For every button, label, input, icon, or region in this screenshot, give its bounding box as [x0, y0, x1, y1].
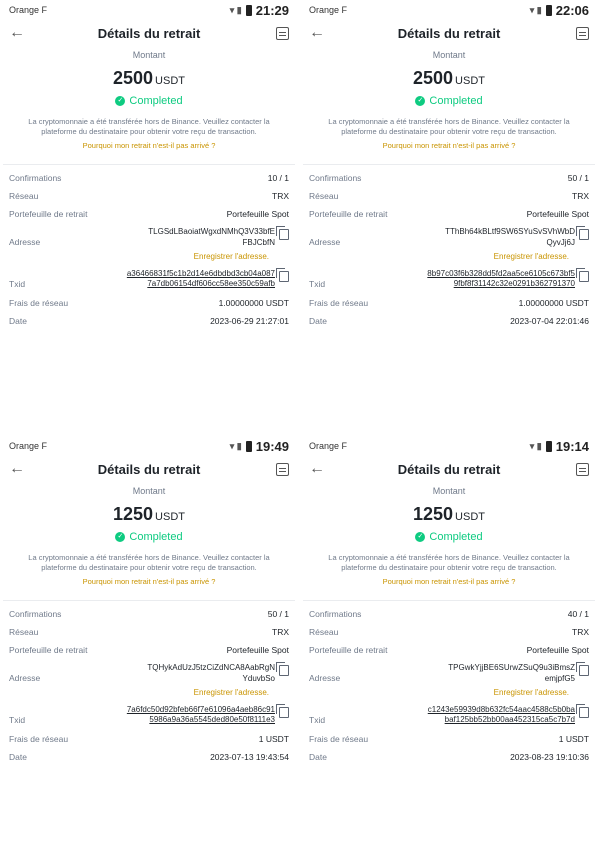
amount-value: 2500 USDT: [113, 68, 185, 88]
status-bar: [303, 436, 595, 456]
signal-icon: ▾ ▮: [229, 440, 242, 451]
row-network: [309, 627, 589, 637]
label-wallet: Portefeuille de retrait: [9, 645, 88, 656]
label-date: Date: [9, 315, 27, 326]
save-address-link[interactable]: Enregistrer l'adresse.: [493, 688, 569, 698]
why-not-arrived-link[interactable]: Pourquoi mon retrait n'est-il pas arrivé ?: [382, 577, 516, 587]
label-network: Réseau: [309, 627, 339, 638]
value-date: 2023-07-13 19:43:54: [210, 751, 289, 762]
transfer-notice: La cryptomonnaie a été transférée hors de Binance. Veuillez contacter la plateforme du destinataire pour obtenir votre reçu de transaction.: [328, 553, 570, 573]
nav-header: [3, 20, 295, 46]
amount-label: Montant: [132, 50, 166, 60]
amount-section: [303, 50, 595, 150]
amount-section: [3, 50, 295, 150]
amount-unit: USDT: [455, 75, 485, 87]
status-icons: [230, 439, 289, 454]
value-address: TLGSdLBaoiatWgxdNMhQ3V33bfEFBJCbfN: [148, 227, 275, 247]
row-network: [9, 191, 289, 201]
label-confirmations: Confirmations: [309, 173, 362, 184]
value-network: TRX: [272, 627, 289, 638]
divider: [3, 164, 295, 165]
value-txid-link[interactable]: 8b97c03f6b328dd5fd2aa5ce6105c673bf59fbf8f31142c32e0291b362791370: [427, 269, 575, 289]
value-confirmations: 50 / 1: [267, 609, 289, 620]
status-completed: ✓ Completed: [3, 95, 295, 107]
copy-address-icon[interactable]: [279, 665, 289, 676]
row-address: [309, 227, 589, 248]
page-title: Détails du retrait: [97, 461, 201, 477]
amount-label: Montant: [432, 486, 466, 496]
copy-txid-icon[interactable]: [579, 271, 589, 282]
row-txid: [9, 705, 289, 726]
copy-address-icon[interactable]: [579, 665, 589, 676]
label-confirmations: Confirmations: [9, 609, 62, 620]
value-network: TRX: [572, 191, 589, 202]
row-fee: [309, 734, 589, 744]
status-icons: [530, 439, 589, 454]
withdrawal-screen-4: [303, 436, 595, 849]
copy-txid-icon[interactable]: [279, 707, 289, 718]
row-address: [309, 663, 589, 684]
nav-header: [303, 456, 595, 482]
carrier-name: Orange F: [309, 441, 348, 451]
why-not-arrived-link[interactable]: Pourquoi mon retrait n'est-il pas arrivé ?: [82, 141, 216, 151]
value-confirmations: 50 / 1: [567, 173, 589, 184]
amount-value: 2500 USDT: [413, 68, 485, 88]
copy-address-icon[interactable]: [579, 229, 589, 240]
clock-time: 19:49: [255, 438, 289, 454]
amount-value: 1250 USDT: [113, 504, 185, 524]
clock-time: 21:29: [255, 2, 289, 18]
clock-time: 19:14: [555, 438, 589, 454]
label-address: Adresse: [9, 237, 41, 248]
amount-unit: USDT: [155, 511, 185, 523]
transfer-notice: La cryptomonnaie a été transférée hors de Binance. Veuillez contacter la plateforme du destinataire pour obtenir votre reçu de transaction.: [28, 553, 270, 573]
withdrawal-screen-3: [3, 436, 295, 849]
back-arrow-icon[interactable]: ←: [309, 460, 325, 477]
status-bar: [3, 0, 295, 20]
value-date: 2023-07-04 22:01:46: [510, 315, 589, 326]
label-network: Réseau: [309, 191, 339, 202]
save-address-link[interactable]: Enregistrer l'adresse.: [193, 688, 269, 698]
label-wallet: Portefeuille de retrait: [9, 209, 88, 220]
amount-unit: USDT: [155, 75, 185, 87]
label-txid: Txid: [9, 715, 26, 726]
back-arrow-icon[interactable]: ←: [309, 24, 325, 41]
label-address: Adresse: [309, 673, 341, 684]
label-date: Date: [9, 751, 27, 762]
value-fee: 1 USDT: [258, 733, 289, 744]
label-fee: Frais de réseau: [309, 733, 369, 744]
amount-section: [303, 486, 595, 586]
share-receipt-icon[interactable]: [276, 27, 289, 40]
check-circle-icon: ✓: [115, 532, 125, 542]
amount-section: [3, 486, 295, 586]
amount-value: 1250 USDT: [413, 504, 485, 524]
value-wallet: Portefeuille Spot: [526, 209, 589, 220]
status-completed: ✓ Completed: [303, 531, 595, 543]
status-bar: [3, 436, 295, 456]
label-date: Date: [309, 751, 327, 762]
page-title: Détails du retrait: [397, 25, 501, 41]
status-completed: ✓ Completed: [3, 531, 295, 543]
amount-label: Montant: [432, 50, 466, 60]
value-txid-link[interactable]: a36466831f5c1b2d14e6dbdbd3cb04a0877a7db06154df606cc58ee350c59afb: [126, 269, 275, 289]
nav-header: [303, 20, 595, 46]
label-wallet: Portefeuille de retrait: [309, 209, 388, 220]
value-address: TThBh64kBLtf9SW6SYuSvSVhWbDQyvJj6J: [445, 227, 575, 247]
label-fee: Frais de réseau: [309, 297, 369, 308]
row-network: [9, 627, 289, 637]
label-address: Adresse: [309, 237, 341, 248]
details-list: [3, 173, 295, 326]
status-completed: ✓ Completed: [303, 95, 595, 107]
row-address: [9, 663, 289, 684]
row-confirmations: [9, 173, 289, 183]
nav-header: [3, 456, 295, 482]
copy-txid-icon[interactable]: [579, 707, 589, 718]
back-arrow-icon[interactable]: ←: [9, 24, 25, 41]
details-list: [3, 609, 295, 762]
value-network: TRX: [272, 191, 289, 202]
value-date: 2023-06-29 21:27:01: [210, 315, 289, 326]
carrier-name: Orange F: [309, 5, 348, 15]
signal-icon: ▾ ▮: [529, 440, 542, 451]
divider: [3, 600, 295, 601]
divider: [303, 164, 595, 165]
status-icons: [230, 3, 289, 18]
label-network: Réseau: [9, 191, 39, 202]
value-wallet: Portefeuille Spot: [226, 209, 289, 220]
check-circle-icon: ✓: [115, 96, 125, 106]
withdrawal-screen-1: [3, 0, 295, 420]
battery-icon: [546, 441, 552, 452]
battery-icon: [246, 5, 252, 16]
share-receipt-icon[interactable]: [576, 463, 589, 476]
label-date: Date: [309, 315, 327, 326]
row-txid: [309, 269, 589, 290]
value-txid-link[interactable]: c1243e59939d8b632fc54aac4588c5b0babaf125bb52bb00aa452315ca5c7b7d: [427, 705, 575, 725]
signal-icon: ▾ ▮: [229, 4, 242, 15]
details-list: [303, 609, 595, 762]
value-address: TQHykAdUzJ5tzCiZdNCA8AabRgNYduvbSo: [147, 663, 275, 683]
row-fee: [9, 298, 289, 308]
battery-icon: [546, 5, 552, 16]
row-date: [9, 316, 289, 326]
page-title: Détails du retrait: [397, 461, 501, 477]
row-fee: [309, 298, 589, 308]
value-network: TRX: [572, 627, 589, 638]
save-address-link[interactable]: Enregistrer l'adresse.: [493, 252, 569, 262]
value-confirmations: 10 / 1: [267, 173, 289, 184]
label-txid: Txid: [309, 715, 326, 726]
label-wallet: Portefeuille de retrait: [309, 645, 388, 656]
label-fee: Frais de réseau: [9, 297, 69, 308]
label-address: Adresse: [9, 673, 41, 684]
copy-address-icon[interactable]: [279, 229, 289, 240]
value-fee: 1 USDT: [558, 733, 589, 744]
page-title: Détails du retrait: [97, 25, 201, 41]
row-wallet: [9, 645, 289, 655]
status-bar: [303, 0, 595, 20]
carrier-name: Orange F: [9, 441, 48, 451]
clock-time: 22:06: [555, 2, 589, 18]
value-date: 2023-08-23 19:10:36: [510, 751, 589, 762]
value-fee: 1.00000000 USDT: [518, 297, 589, 308]
amount-unit: USDT: [455, 511, 485, 523]
copy-txid-icon[interactable]: [279, 271, 289, 282]
row-fee: [9, 734, 289, 744]
share-receipt-icon[interactable]: [576, 27, 589, 40]
why-not-arrived-link[interactable]: Pourquoi mon retrait n'est-il pas arrivé ?: [382, 141, 516, 151]
row-wallet: [9, 209, 289, 219]
why-not-arrived-link[interactable]: Pourquoi mon retrait n'est-il pas arrivé ?: [82, 577, 216, 587]
carrier-name: Orange F: [9, 5, 48, 15]
row-date: [309, 316, 589, 326]
label-txid: Txid: [309, 279, 326, 290]
back-arrow-icon[interactable]: ←: [9, 460, 25, 477]
check-circle-icon: ✓: [415, 532, 425, 542]
battery-icon: [246, 441, 252, 452]
value-txid-link[interactable]: 7a6fdc50d92bfeb66f7e61096a4aeb86c915986a9a36a5545ded80e50f8111e3: [126, 705, 275, 725]
label-confirmations: Confirmations: [309, 609, 362, 620]
value-confirmations: 40 / 1: [567, 609, 589, 620]
label-confirmations: Confirmations: [9, 173, 62, 184]
withdrawal-screen-2: [303, 0, 595, 420]
save-address-link[interactable]: Enregistrer l'adresse.: [193, 252, 269, 262]
transfer-notice: La cryptomonnaie a été transférée hors de Binance. Veuillez contacter la plateforme du destinataire pour obtenir votre reçu de transaction.: [28, 117, 270, 137]
label-txid: Txid: [9, 279, 26, 290]
label-fee: Frais de réseau: [9, 733, 69, 744]
value-wallet: Portefeuille Spot: [526, 645, 589, 656]
value-wallet: Portefeuille Spot: [226, 645, 289, 656]
details-list: [303, 173, 595, 326]
status-icons: [530, 3, 589, 18]
row-confirmations: [9, 609, 289, 619]
check-circle-icon: ✓: [415, 96, 425, 106]
row-network: [309, 191, 589, 201]
value-fee: 1.00000000 USDT: [218, 297, 289, 308]
row-confirmations: [309, 173, 589, 183]
row-wallet: [309, 209, 589, 219]
amount-label: Montant: [132, 486, 166, 496]
divider: [303, 600, 595, 601]
signal-icon: ▾ ▮: [529, 4, 542, 15]
row-txid: [309, 705, 589, 726]
value-address: TPGwkYjjBE6SUrwZSuQ9u3iBmsZemjpfG5: [448, 663, 575, 683]
share-receipt-icon[interactable]: [276, 463, 289, 476]
row-wallet: [309, 645, 589, 655]
row-date: [309, 752, 589, 762]
transfer-notice: La cryptomonnaie a été transférée hors de Binance. Veuillez contacter la plateforme du destinataire pour obtenir votre reçu de transaction.: [328, 117, 570, 137]
row-confirmations: [309, 609, 589, 619]
row-txid: [9, 269, 289, 290]
row-date: [9, 752, 289, 762]
label-network: Réseau: [9, 627, 39, 638]
row-address: [9, 227, 289, 248]
